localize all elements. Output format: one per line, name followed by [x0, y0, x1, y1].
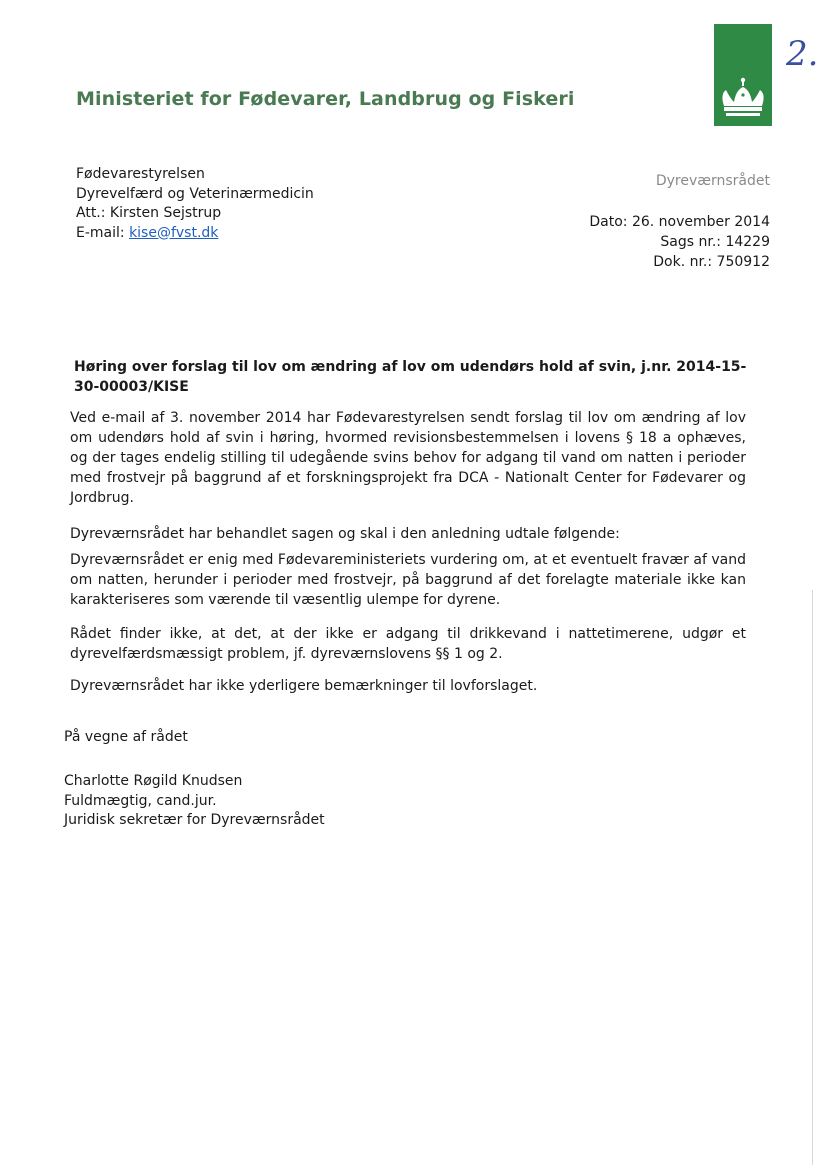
scan-edge-line	[812, 590, 813, 1165]
recipient-agency: Fødevarestyrelsen	[76, 166, 205, 182]
body-paragraph: Ved e-mail af 3. november 2014 har Fødevarestyrelsen sendt forslag til lov om ændring af lov om udendørs hold af svin i høring, hvormed revisionsbestemmelsen i lovens § 18 a ophæves, og der tages endelig stilling til udegående svins behov for adgang til vand om natten i perioder med frostvejr på baggrund af et forskningsprojekt fra DCA - Nationalt Center for Fødevarer og Jordbrug.	[70, 410, 746, 506]
email-label: E-mail:	[76, 224, 130, 241]
crown-icon	[714, 76, 772, 120]
signer-role: Juridisk sekretær for Dyreværnsrådet	[64, 812, 325, 828]
body-paragraph: Rådet finder ikke, at det, at der ikke er adgang til drikkevand i nattetimerene, udgør et dyrevelfærdsmæssigt problem, jf. dyreværnslovens §§ 1 og 2.	[70, 626, 746, 662]
case-number: Sags nr.: 14229	[660, 234, 770, 250]
handwritten-page-number: 2.	[786, 34, 819, 74]
document-number: Dok. nr.: 750912	[653, 254, 770, 270]
letter-subject: Høring over forslag til lov om ændring af lov om udendørs hold af svin, j.nr. 2014-15-30-00003/KISE	[74, 359, 747, 395]
recipient-department: Dyrevelfærd og Veterinærmedicin	[76, 185, 314, 202]
signature-block	[64, 772, 325, 831]
ministry-name: Ministeriet for Fødevarer, Landbrug og Fiskeri	[76, 88, 575, 110]
recipient-attention: Att.: Kirsten Sejstrup	[76, 205, 222, 221]
body-paragraph: Dyreværnsrådet er enig med Fødevareministeriets vurdering om, at et eventuelt fravær af vand om natten, herunder i perioder med frostvejr, på baggrund af det forelagte materiale ikke kan karakteriseres som værende til væsentlig ulempe for dyrene.	[70, 552, 746, 608]
ministry-logo	[714, 24, 772, 126]
email-link[interactable]: kise@fvst.dk	[129, 224, 219, 241]
recipient-block	[76, 165, 314, 243]
signer-name: Charlotte Røgild Knudsen	[64, 773, 243, 789]
body-paragraph: Dyreværnsrådet har ikke yderligere bemærkninger til lovforslaget.	[70, 678, 538, 694]
body-paragraph: Dyreværnsrådet har behandlet sagen og skal i den anledning udtale følgende:	[70, 526, 620, 542]
letter-date: Dato: 26. november 2014	[589, 214, 770, 230]
recipient-email-line	[76, 224, 314, 244]
sender-organisation: Dyreværnsrådet	[655, 173, 770, 189]
closing-phrase: På vegne af rådet	[64, 729, 188, 745]
signer-title: Fuldmægtig, cand.jur.	[64, 792, 217, 809]
letter-metadata	[560, 212, 770, 272]
